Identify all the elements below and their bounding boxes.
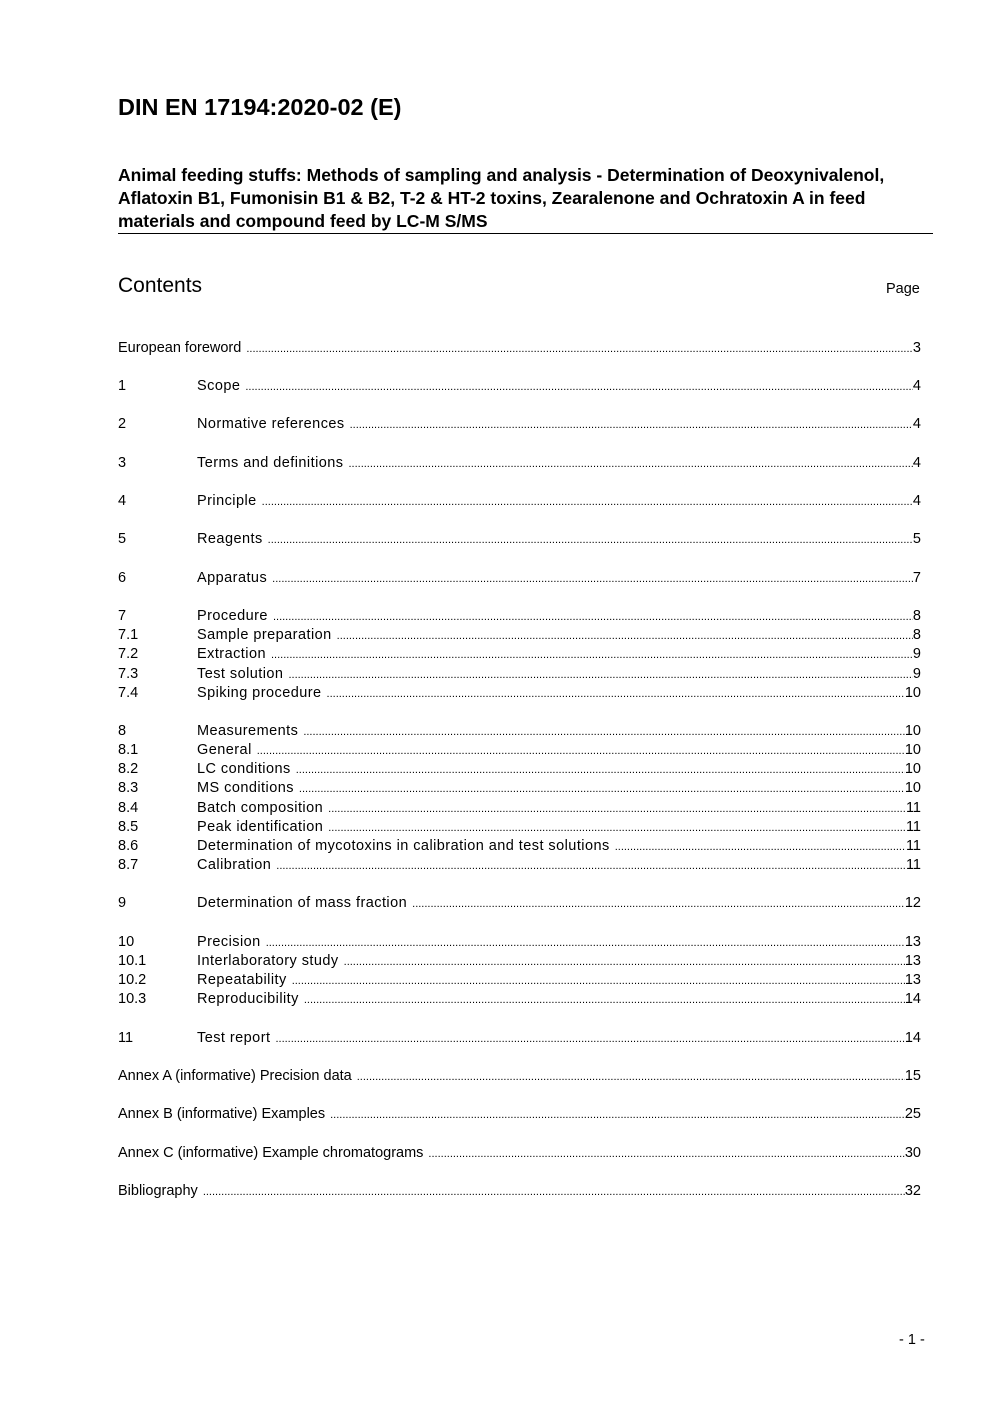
toc-entry-title: MS conditions	[197, 780, 294, 796]
toc-entry[interactable]	[118, 1029, 921, 1048]
toc-entry[interactable]	[118, 454, 921, 473]
toc-entry[interactable]	[118, 1105, 921, 1124]
toc-entry-number: 7.1	[118, 627, 139, 643]
toc-entry-number: 2	[118, 416, 127, 432]
toc-entry-title: Normative references	[197, 416, 345, 432]
toc-entry-number: 11	[118, 1030, 134, 1046]
toc-entry-title: Principle	[197, 493, 257, 509]
toc-entry-number: 1	[118, 378, 127, 394]
toc-entry-number: 8.3	[118, 780, 139, 796]
toc-dot-leader	[273, 608, 913, 627]
toc-entry-page: 30	[904, 1145, 921, 1161]
toc-dot-leader	[428, 1145, 904, 1164]
toc-entry[interactable]	[118, 492, 921, 511]
toc-entry-title: Test report	[197, 1030, 271, 1046]
toc-entry-title: Interlaboratory study	[197, 953, 339, 969]
toc-entry-number: 9	[118, 895, 127, 911]
toc-entry[interactable]	[118, 339, 921, 358]
toc-entry-number: 10.3	[118, 991, 147, 1007]
toc-entry-page: 13	[904, 953, 921, 969]
toc-entry-number: 8.7	[118, 857, 139, 873]
toc-entry-title: Batch composition	[197, 800, 324, 816]
toc-entry[interactable]	[118, 799, 921, 818]
toc-entry-page: 4	[912, 416, 921, 432]
toc-dot-leader	[262, 493, 913, 512]
toc-entry-number: 10	[118, 934, 135, 950]
toc-entry-page: 8	[912, 627, 921, 643]
toc-entry-number: 3	[118, 455, 127, 471]
toc-entry-page: 8	[912, 608, 921, 624]
toc-entry[interactable]	[118, 741, 921, 760]
toc-dot-leader	[299, 780, 905, 799]
toc-entry-number: 5	[118, 531, 127, 547]
toc-entry-title: Calibration	[197, 857, 272, 873]
toc-entry[interactable]	[118, 933, 921, 952]
toc-entry-page: 10	[904, 780, 921, 796]
toc-entry-page: 32	[904, 1183, 921, 1199]
toc-entry-page: 11	[905, 838, 921, 854]
toc-entry-number: 7.4	[118, 685, 139, 701]
toc-entry[interactable]	[118, 990, 921, 1009]
toc-entry-page: 4	[912, 455, 921, 471]
toc-dot-leader	[344, 953, 905, 972]
toc-entry-number: 8.2	[118, 761, 139, 777]
toc-entry-page: 10	[904, 685, 921, 701]
toc-entry-title: General	[197, 742, 252, 758]
toc-entry-page: 11	[905, 819, 921, 835]
toc-entry-page: 13	[904, 972, 921, 988]
toc-entry-number: 7.3	[118, 666, 139, 682]
toc-entry-title: European foreword	[118, 340, 242, 356]
toc-entry[interactable]	[118, 818, 921, 837]
toc-dot-leader	[348, 455, 912, 474]
contents-heading: Contents	[118, 274, 203, 297]
toc-entry-page: 11	[905, 857, 921, 873]
toc-entry[interactable]	[118, 645, 921, 664]
toc-entry-page: 3	[912, 340, 921, 356]
toc-entry-number: 4	[118, 493, 127, 509]
toc-entry-number: 8.1	[118, 742, 139, 758]
toc-entry-title: Reagents	[197, 531, 263, 547]
toc-entry-title: Extraction	[197, 646, 266, 662]
toc-entry-page: 14	[904, 991, 921, 1007]
toc-entry[interactable]	[118, 1144, 921, 1163]
toc-entry-number: 8	[118, 723, 127, 739]
toc-entry-number: 10.2	[118, 972, 147, 988]
toc-entry-page: 9	[912, 666, 921, 682]
toc-entry-page: 9	[912, 646, 921, 662]
toc-entry-number: 8.5	[118, 819, 139, 835]
toc-entry-title: Annex B (informative) Examples	[118, 1106, 326, 1122]
title-underline	[118, 233, 933, 234]
toc-entry-title: Annex C (informative) Example chromatograms	[118, 1145, 424, 1161]
toc-dot-leader	[275, 1030, 904, 1049]
toc-entry-page: 4	[912, 493, 921, 509]
toc-entry-title: Bibliography	[118, 1183, 198, 1199]
toc-entry-title: Test solution	[197, 666, 284, 682]
toc-entry[interactable]	[118, 837, 921, 856]
toc-entry-title: Precision	[197, 934, 261, 950]
toc-entry-title: Peak identification	[197, 819, 324, 835]
toc-entry[interactable]	[118, 1067, 921, 1086]
toc-entry-title: Apparatus	[197, 570, 268, 586]
toc-entry[interactable]	[118, 722, 921, 741]
toc-entry-number: 10.1	[118, 953, 147, 969]
toc-entry-page: 10	[904, 742, 921, 758]
toc-dot-leader	[268, 531, 913, 550]
toc-entry-page: 10	[904, 761, 921, 777]
toc-dot-leader	[288, 666, 912, 685]
toc-entry-page: 7	[912, 570, 921, 586]
toc-dot-leader	[276, 857, 906, 876]
toc-entry-page: 25	[904, 1106, 921, 1122]
toc-entry-title: Determination of mass fraction	[197, 895, 408, 911]
page-column-label: Page	[886, 281, 920, 297]
document-title: Animal feeding stuffs: Methods of sampling and analysis - Determination of Deoxynivalenol, Aflatoxin B1, Fumonisin B1 & B2, T-2 & HT-2 toxins, Zearalenone and Ochratoxin A in feed materials and compound feed by LC-M S/MS	[118, 165, 885, 231]
toc-entry-number: 8.6	[118, 838, 139, 854]
toc-entry-number: 7.2	[118, 646, 139, 662]
toc-dot-leader	[292, 972, 905, 991]
toc-entry-title: Terms and definitions	[197, 455, 344, 471]
document-id: DIN EN 17194:2020-02 (E)	[118, 94, 402, 120]
toc-entry-page: 10	[904, 723, 921, 739]
toc-dot-leader	[328, 819, 906, 838]
toc-entry[interactable]	[118, 530, 921, 549]
toc-dot-leader	[203, 1183, 905, 1202]
toc-dot-leader	[257, 742, 905, 761]
toc-entry-title: Measurements	[197, 723, 299, 739]
toc-dot-leader	[246, 340, 913, 359]
toc-entry[interactable]	[118, 607, 921, 626]
toc-entry-title: Determination of mycotoxins in calibration and test solutions	[197, 838, 610, 854]
toc-dot-leader	[296, 761, 905, 780]
toc-entry-number: 8.4	[118, 800, 139, 816]
toc-entry-title: LC conditions	[197, 761, 291, 777]
toc-dot-leader	[271, 646, 913, 665]
toc-entry-title: Scope	[197, 378, 241, 394]
toc-entry-title: Sample preparation	[197, 627, 332, 643]
toc-dot-leader	[266, 934, 905, 953]
toc-dot-leader	[272, 570, 913, 589]
toc-entry[interactable]	[118, 952, 921, 971]
toc-entry-page: 12	[904, 895, 921, 911]
toc-dot-leader	[304, 991, 905, 1010]
toc-entry-title: Procedure	[197, 608, 268, 624]
toc-entry[interactable]	[118, 569, 921, 588]
toc-entry-title: Annex A (informative) Precision data	[118, 1068, 352, 1084]
toc-entry-number: 7	[118, 608, 127, 624]
toc-dot-leader	[357, 1068, 905, 1087]
toc-entry-page: 15	[904, 1068, 921, 1084]
toc-entry[interactable]	[118, 626, 921, 645]
toc-entry[interactable]	[118, 894, 921, 913]
toc-entry[interactable]	[118, 377, 921, 396]
toc-entry[interactable]	[118, 856, 921, 875]
toc-dot-leader	[350, 416, 913, 435]
toc-entry-page: 13	[904, 934, 921, 950]
toc-entry-title: Spiking procedure	[197, 685, 322, 701]
toc-entry-number: 6	[118, 570, 127, 586]
toc-dot-leader	[303, 723, 905, 742]
toc-entry[interactable]	[118, 1182, 921, 1201]
toc-entry-page: 5	[912, 531, 921, 547]
toc-dot-leader	[328, 800, 906, 819]
toc-entry[interactable]	[118, 415, 921, 434]
footer-page-number: - 1 -	[899, 1332, 925, 1348]
toc-entry-title: Repeatability	[197, 972, 287, 988]
toc-entry-page: 11	[905, 800, 921, 816]
toc-dot-leader	[330, 1106, 905, 1125]
toc-entry[interactable]	[118, 665, 921, 684]
toc-dot-leader	[245, 378, 913, 397]
toc-dot-leader	[615, 838, 906, 857]
toc-entry-page: 14	[904, 1030, 921, 1046]
toc-entry-page: 4	[912, 378, 921, 394]
toc-dot-leader	[337, 627, 913, 646]
toc-entry[interactable]	[118, 971, 921, 990]
toc-entry[interactable]	[118, 684, 921, 703]
toc-entry[interactable]	[118, 779, 921, 798]
toc-dot-leader	[327, 685, 905, 704]
toc-dot-leader	[412, 895, 905, 914]
toc-entry-title: Reproducibility	[197, 991, 299, 1007]
toc-entry[interactable]	[118, 760, 921, 779]
